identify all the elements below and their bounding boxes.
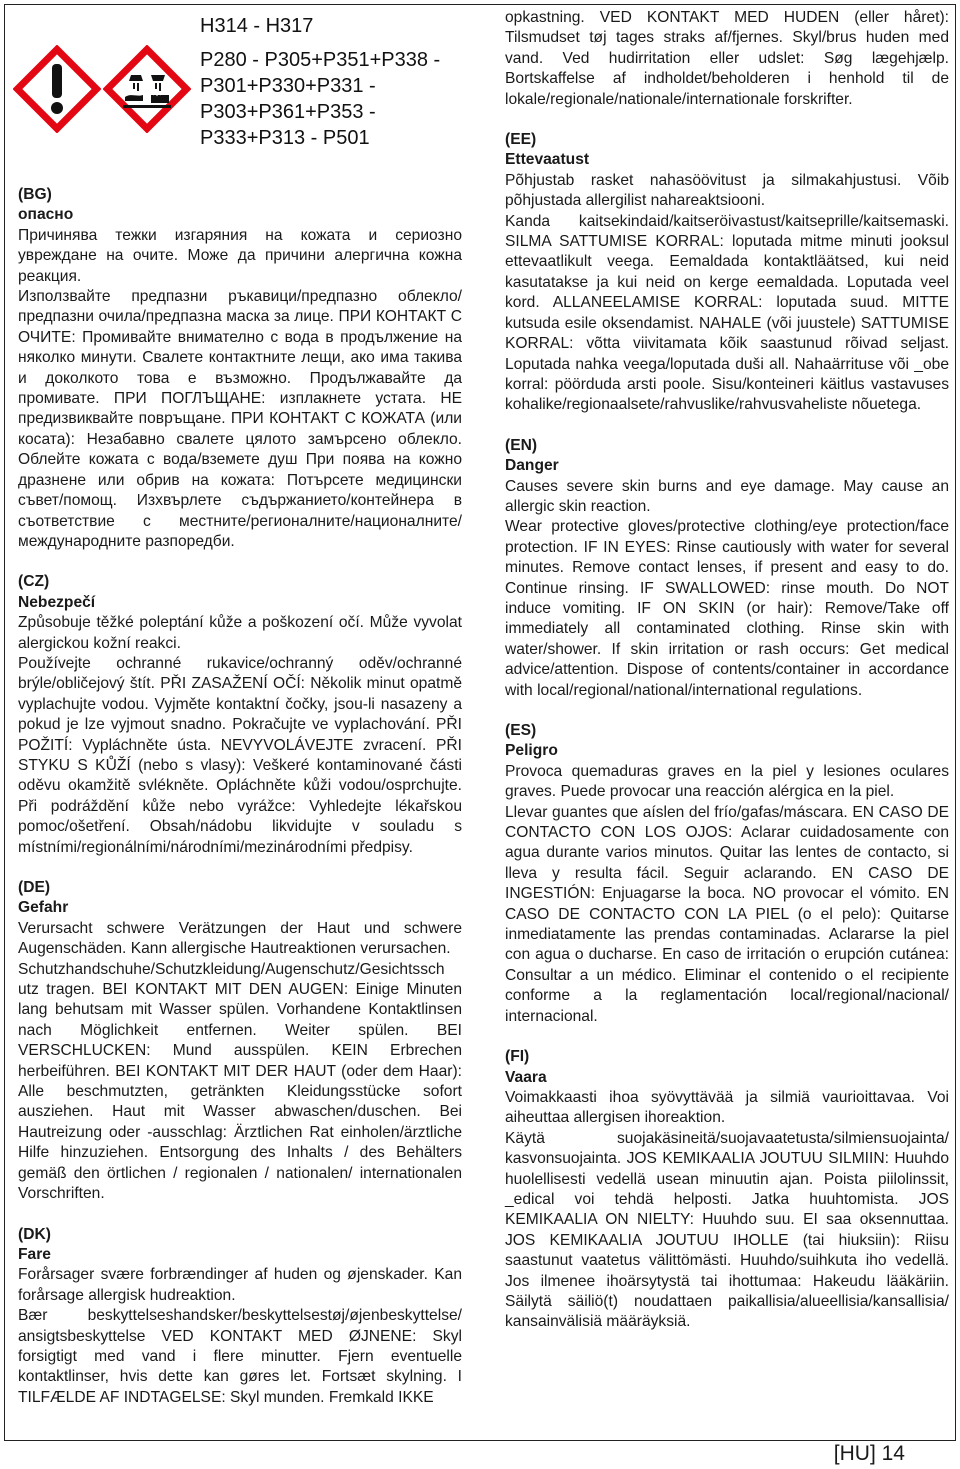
- left-column: [18, 185, 462, 1408]
- precaution-text: Използвайте предпазни ръкавици/предпазно облекло/предпазни очила/предпазна маска за лице. ПРИ КОНТАКТ С ОЧИТЕ: Промивайте внимателно с вода в продължение на няколко минути. Свалете контактните лещи, ако има такива и доколкото това е възможно. Продължавайте да промивате. ПРИ ПОГЛЪЩАНЕ: изплакнете устата. НЕ предизвиквайте повръщане. ПРИ КОНТАКТ С КОЖАТА (или косата): Незабавно свалете цялото замърсено облекло. Облейте кожата с вода/вземете душ При поява на кожно дразнене или обрив на кожата: Потърсете медицински съвет/помощ. Изхвърлете съдържанието/контейнера в съответствие с местните/регионалните/националните/ международните разпоредби.: [18, 288, 462, 550]
- precaution-text: Bær beskyttelseshandsker/beskyttelsestøj/øjenbeskyttelse/ ansigtsbeskyttelse VED KONTAKT MED ØJNENE: Skyl forsigtigt med vand i flere minutter. Fjern eventuelle kontaktlinser, hvis dette kan gøres let. Fortsæt skylning. I TILFÆLDE AF INDTAGELSE: Skyl munden. Fremkald IKKE: [18, 1307, 462, 1406]
- signal-word: опасно: [18, 206, 74, 224]
- section-fi: [505, 1047, 949, 1333]
- signal-word: Peligro: [505, 742, 558, 760]
- country-code: (EE): [505, 131, 537, 149]
- hazard-text: Provoca quemaduras graves en la piel y lesiones oculares graves. Puede provocar una reacción alérgica en la piel.: [505, 762, 949, 801]
- signal-word: Gefahr: [18, 899, 69, 917]
- section-ee: [505, 130, 949, 416]
- country-code: (EN): [505, 436, 538, 454]
- hazard-statements: H314 - H317: [200, 15, 314, 37]
- section-de: [18, 878, 462, 1205]
- precaution-text: Llevar guantes que aíslen del frío/gafas/máscara. EN CASO DE CONTACTO CON LOS OJOS: Aclarar cuidadosamente con agua durante varios minutos. Quitar las lentes de contacto, si lleva y resulta fácil. Seguir aclarando. EN CASO DE INGESTIÓN: Enjuagarse la boca. NO provocar el vómito. EN CASO DE CONTACTO CON LA PIEL (o el pelo): Quitarse inmediatamente las prendas contaminadas. Aclararse la piel con agua o ducharse. En caso de irritación o erupción cutánea: Consultar a un médico. Eliminar el contenido o el recipiente conforme a la reglamentación local/regional/nacional/ internacional.: [505, 803, 949, 1025]
- country-code: (FI): [505, 1048, 530, 1066]
- dk-continuation-text: opkastning. VED KONTAKT MED HUDEN (eller håret): Tilsmudset tøj tages straks af/fjernes. Skyl/brus huden med vand. Ved hudirritation eller udslet: Søg lægehjælp. Bortskaffelse af indholdet/beholderen i henhold til de lokale/regionale/nationale/internationale forskrifter.: [505, 9, 949, 108]
- right-column: [505, 8, 949, 1333]
- precaution-text: Wear protective gloves/protective clothing/eye protection/face protection. IF IN EYES: Rinse cautiously with water for several minutes. Remove contact lenses, if present and easy to do. Continue rinsing. IF SWALLOWED: rinse mouth. Do NOT induce vomiting. IF ON SKIN (or hair): Remove/Take off immediately all contaminated clothing. Rinse skin with water/shower. If skin irritation or rash occurs: Get medical advice/attention. Dispose of contents/container in accordance with local/regional/national/international regulations.: [505, 518, 949, 699]
- country-code: (CZ): [18, 573, 50, 591]
- signal-word: Danger: [505, 457, 559, 475]
- precaution-text: Používejte ochranné rukavice/ochranný oděv/ochranné brýle/obličejový štít. PŘI ZASAŽENÍ OČÍ: Několik minut opatmě vyplachujte vodou. Vyjměte kontaktní čočky, jsou-li nasazeny a pokud je lze vyjmout snadno. Pokračujte ve vyplachování. PŘI POŽITÍ: Vypláchněte ústa. NEVYVOLÁVEJTE zvracení. PŘI STYKU S KŮŽÍ (nebo s vlasy): Veškeré kontaminované části oděvu okamžitě svlékněte. Opláchněte kůži vodou/osprchujte. Při podráždění kůže nebo vyrážce: Vyhledejte lékařskou pomoc/ošetření. Obsah/nádobu likvidujte v souladu s místními/regionálními/národními/mezinárodními předpisy.: [18, 654, 462, 856]
- precaution-line: P301+P330+P331 -: [200, 75, 376, 97]
- hazard-text: Причинява тежки изгаряния на кожата и сериозно увреждане на очите. Може да причини алергична кожна реакция.: [18, 226, 462, 285]
- signal-word: Fare: [18, 1245, 51, 1263]
- country-code: (DE): [18, 879, 51, 896]
- hazard-text: Causes severe skin burns and eye damage. May cause an allergic skin reaction.: [505, 477, 949, 515]
- precaution-line: P333+P313 - P501: [200, 127, 370, 149]
- country-code: (DK): [18, 1225, 51, 1243]
- country-code: (BG): [18, 186, 52, 203]
- hazard-text: Forårsager svære forbrændinger af huden og øjenskader. Kan forårsage allergisk hudreaktion.: [18, 1266, 462, 1304]
- page-number: [HU] 14: [833, 1442, 905, 1465]
- precaution-line: P303+P361+P353 -: [200, 101, 376, 123]
- hazard-text: Voimakkaasti ihoa syövyttävää ja silmiä vaurioittavaa. Voi aiheuttaa allergisen ihoreaktion.: [505, 1088, 949, 1127]
- section-en: [505, 436, 949, 701]
- hazard-text: Způsobuje těžké poleptání kůže a poškození očí. Může vyvolat alergickou kožní reakci.: [18, 614, 462, 652]
- page-frame: [4, 4, 956, 1441]
- signal-word: Vaara: [505, 1068, 547, 1086]
- country-code: (ES): [505, 722, 537, 739]
- precaution-text: Kanda kaitsekindaid/kaitseröivastust/kaitseprille/kaitsemaski. SILMA SATTUMISE KORRAL: loputada mitme minuti jooksul ettevaatlikult veega. Eemaldada kontaktläätsed, kui neid kasutatakse ja kui neid on kerge eemaldada. Loputada veel kord. ALLANEELAMISE KORRAL: loputada suud. MITTE kutsuda esile oksendamist. NAHALE (või juustele) SATTUMISE KORRAL: võtta viivitamata kõik saastunud rõivad seljast. Loputada nahka veega/loputada duši all. Nahaärrituse või _obe korral: pöörduda arsti poole. Sisu/konteineri käitlus vastavuses kohalike/regionaalsete/rahvuslike/rahvusvaheliste nõuetega.: [505, 212, 949, 414]
- signal-word: Ettevaatust: [505, 151, 590, 169]
- corrosion-pictogram-icon: [103, 45, 191, 133]
- precaution-text: Käytä suojakäsineitä/suojavaatetusta/silmiensuojainta/ kasvonsuojainta. JOS KEMIKAALIA JOUTUU SILMIIN: Huuhdo huolellisesti vedellä usean minuutin ajan. Poista piilolinssit, _edical voi tehdä helposti. Jatka huuhtomista. JOS KEMIKAALIA ON NIELTY: Huuhdo suu. EI saa oksennuttaa. JOS KEMIKAALIA JOUTUU IHOLLE (tai hiuksiin): Riisu saastunut vaatetus välittömästi. Huuhdo/suihkuta iho vedellä. Jos ilmenee ihoärsytystä tai ihottumaa: Hakeudu lääkäriin. Säilytä säiliö(t) noudattaen paikallisia/alueellisia/kansallisia/ kansainvälisiä määräyksiä.: [505, 1129, 949, 1331]
- section-cz: [18, 572, 462, 858]
- precaution-text: Schutzhandschuhe/Schutzkleidung/Augenschutz/Gesichtssch utz tragen. BEI KONTAKT MIT DEN AUGEN: Einige Minuten lang behutsam mit Wasser spülen. Vorhandene Kontaktlinsen nach Möglichkeit entfernen. Weiter spülen. BEI VERSCHLUCKEN: Mund ausspülen. KEIN Erbrechen herbeiführen. BEI KONTAKT MIT DER HAUT (oder dem Haar): Alle beschmutzten, getränkten Kleidungsstücke sofort ausziehen. Haut mit Wasser abwaschen/duschen. Bei Hautreizung oder -ausschlag: Ärztlichen Rat einholen/ärztliche Hilfe hinzuziehen. Entsorgung des Inhalts / des Behälters gemäß den örtlichen / regionalen / nationalen/ internationalen Vorschriften.: [18, 960, 462, 1203]
- section-es: [505, 721, 949, 1027]
- label-header: [5, 5, 485, 185]
- section-dk: [18, 1225, 462, 1409]
- hazard-text: Verursacht schwere Verätzungen der Haut und schwere Augenschäden. Kann allergische Hautreaktionen verursachen.: [18, 919, 462, 958]
- signal-word: Nebezpečí: [18, 593, 96, 611]
- hazard-codes-block: [200, 13, 440, 151]
- exclamation-mark-pictogram-icon: [13, 45, 101, 133]
- section-bg: [18, 185, 462, 552]
- hazard-text: Põhjustab rasket nahasöövitust ja silmakahjustusi. Võib põhjustada allergilist nahareaktsiooni.: [505, 171, 949, 210]
- precaution-line: P280 - P305+P351+P338 -: [200, 49, 441, 71]
